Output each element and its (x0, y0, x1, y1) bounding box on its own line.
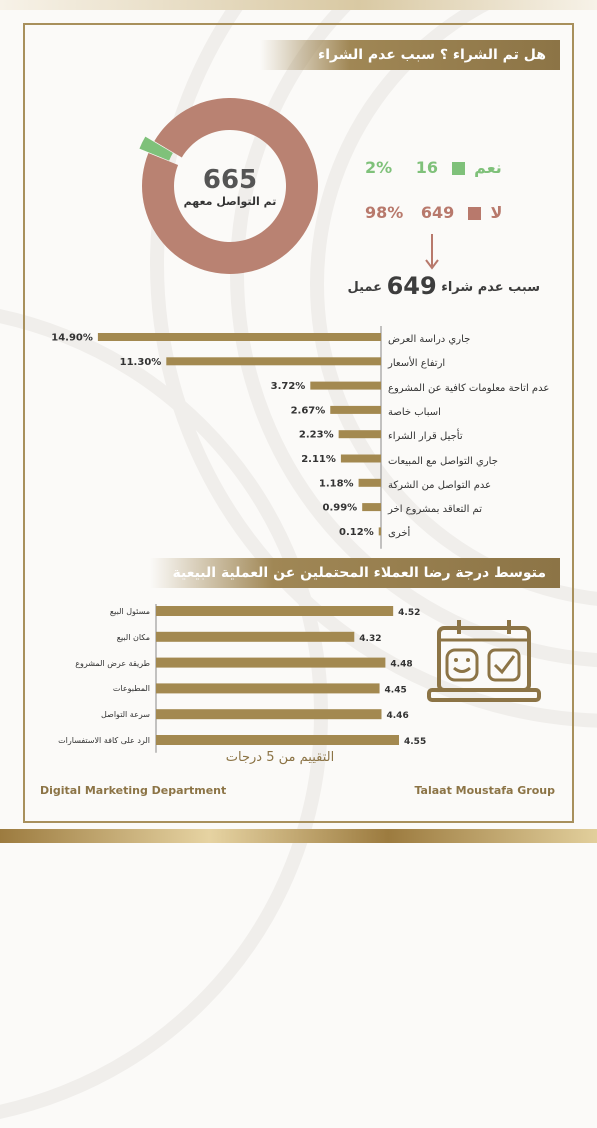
reasons-prefix: سبب عدم شراء (441, 280, 540, 295)
satisfaction-category-label: مكان البيع (116, 632, 150, 642)
legend-pct: 98% (365, 203, 404, 222)
reasons-category-label: ارتفاع الأسعار (388, 358, 446, 370)
satisfaction-value-label: 4.32 (359, 633, 382, 644)
reasons-category-label: عدم التواصل من الشركة (388, 479, 492, 491)
reasons-value-label: 3.72% (270, 381, 306, 393)
reasons-value-label: 0.99% (322, 502, 358, 514)
satisfaction-value-label: 4.48 (390, 659, 413, 670)
legend-yes (365, 158, 502, 177)
reasons-category-label: عدم اتاحة معلومات كافية عن المشروع (388, 382, 550, 394)
satisfaction-category-label: مسئول البيع (109, 607, 150, 616)
down-arrow-icon (424, 234, 440, 274)
bottom-gold-strip (0, 829, 597, 843)
laptop-smile-check-icon (425, 610, 543, 710)
legend-swatch (468, 207, 481, 220)
section-header-satisfaction: متوسط درجة رضا العملاء المحتملين عن العملية البيعية (150, 558, 560, 588)
section-header-purchase: هل تم الشراء ؟ سبب عدم الشراء (260, 40, 560, 70)
satisfaction-category-label: سرعة التواصل (100, 710, 150, 720)
rating-note: التقييم من 5 درجات (225, 750, 335, 765)
legend-count: 16 (415, 158, 439, 177)
reasons-count: 649 (386, 272, 437, 300)
legend-label: نعم (474, 158, 502, 177)
satisfaction-value-label: 4.55 (404, 737, 427, 747)
reasons-category-label: تم التعاقد بمشروع اخر (388, 504, 482, 516)
satisfaction-value-label: 4.45 (384, 685, 407, 696)
reasons-category-label: تأجيل قرار الشراء (388, 431, 463, 443)
reasons-value-label: 2.23% (298, 429, 334, 441)
reasons-value-label: 1.18% (318, 478, 354, 490)
legend-no (365, 203, 502, 222)
donut-caption: تم التواصل معهم (183, 195, 277, 208)
reasons-suffix: عميل (347, 280, 383, 295)
satisfaction-value-label: 4.52 (398, 608, 421, 618)
legend-swatch (452, 162, 465, 175)
reasons-value-label: 2.11% (301, 454, 336, 465)
legend-label: لا (490, 203, 503, 222)
footer-left: Digital Marketing Department (40, 784, 227, 797)
donut-total: 665 (202, 165, 258, 195)
satisfaction-category-label: المطبوعات (112, 684, 150, 694)
reasons-category-label: جاري التواصل مع المبيعات (388, 455, 498, 467)
reasons-value-label: 11.30% (119, 356, 162, 368)
reasons-category-label: اسباب خاصة (388, 406, 441, 418)
satisfaction-category-label: الرد على كافة الاستفسارات (58, 736, 150, 745)
reasons-value-label: 0.12% (339, 526, 374, 538)
reasons-category-label: أخرى (388, 528, 411, 540)
legend-pct: 2% (365, 158, 393, 177)
reasons-note (340, 272, 540, 300)
satisfaction-value-label: 4.46 (386, 711, 409, 722)
top-gold-strip (0, 0, 597, 10)
reasons-value-label: 2.67% (290, 405, 326, 417)
reasons-value-label: 14.90% (51, 332, 93, 344)
reasons-category-label: جاري دراسة العرض (388, 334, 471, 345)
legend-count: 649 (420, 203, 455, 222)
satisfaction-category-label: طريقة عرض المشروع (75, 658, 150, 668)
footer-right: Talaat Moustafa Group (414, 784, 555, 797)
